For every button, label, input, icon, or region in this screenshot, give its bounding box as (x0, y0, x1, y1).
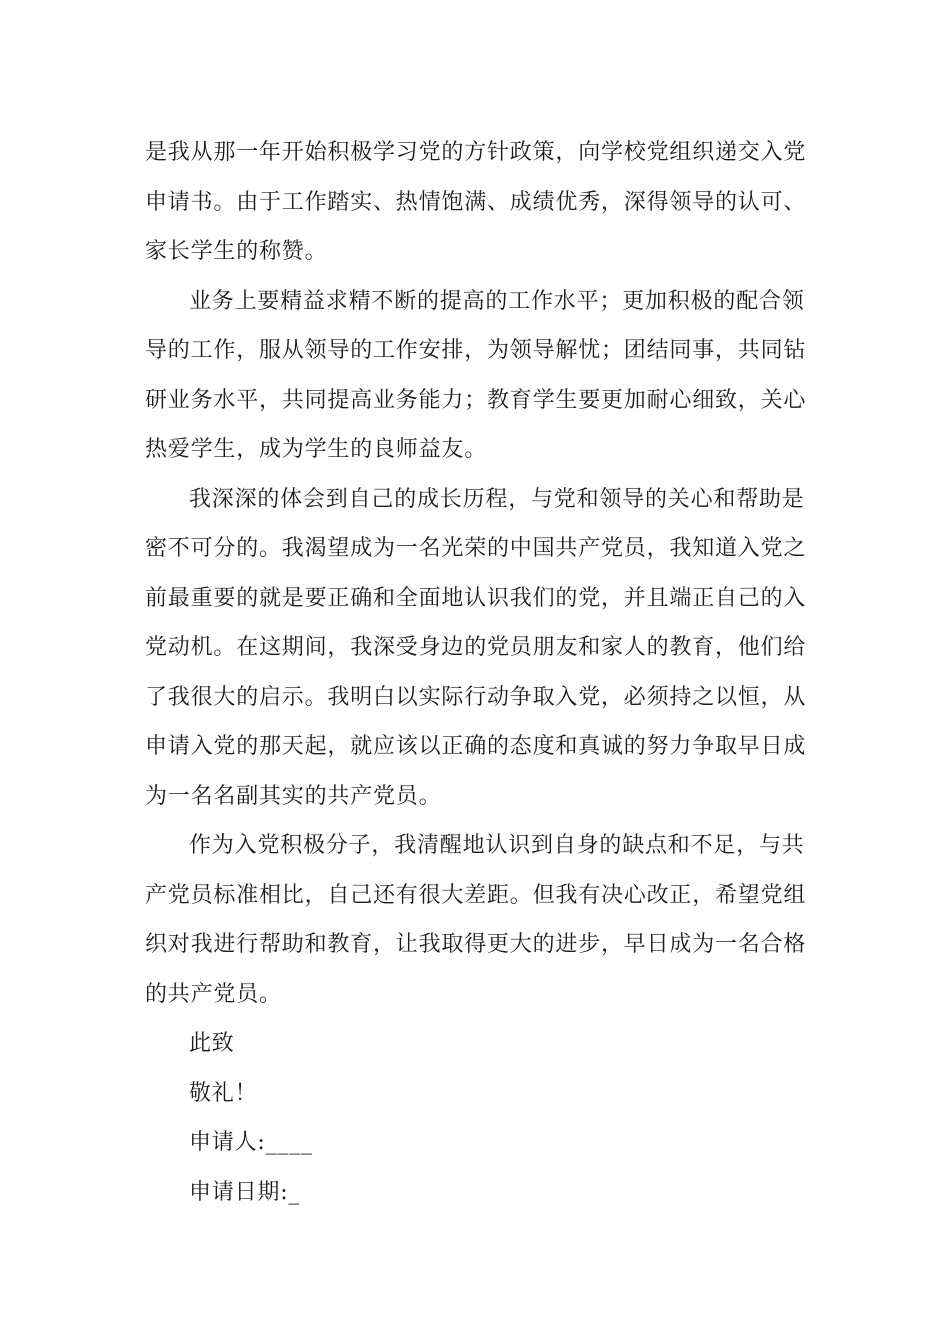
paragraph-1 (145, 128, 807, 277)
paragraph-line: 密不可分的。我渴望成为一名光荣的中国共产党员，我知道入党之 (145, 536, 807, 561)
paragraph-line: 的共产党员。 (145, 981, 282, 1007)
closing-salutation: 此致 (189, 1031, 235, 1056)
paragraph-line: 为一名名副其实的共产党员。 (145, 783, 442, 809)
paragraph-line: 党动机。在这期间，我深受身边的党员朋友和家人的教育，他们给 (145, 635, 807, 660)
application-date-line: 申请日期:_ (189, 1179, 301, 1205)
closing-respect: 敬礼！ (189, 1080, 258, 1106)
paragraph-line: 产党员标准相比，自己还有很大差距。但我有决心改正，希望党组 (145, 882, 807, 908)
paragraph-3 (145, 475, 807, 822)
applicant-signature-line: 申请人:____ (189, 1130, 313, 1155)
paragraph-4 (145, 821, 807, 1019)
paragraph-line: 申请书。由于工作踏实、热情饱满、成绩优秀，深得领导的认可、 (145, 189, 807, 215)
paragraph-line: 前最重要的就是要正确和全面地认识我们的党，并且端正自己的入 (145, 585, 807, 611)
letter-body (145, 128, 807, 1217)
paragraph-2 (145, 277, 807, 475)
paragraph-line: 热爱学生，成为学生的良师益友。 (145, 437, 488, 462)
paragraph-line: 导的工作，服从领导的工作安排，为领导解忧；团结同事，共同钻 (145, 338, 807, 363)
paragraph-line: 是我从那一年开始积极学习党的方针政策，向学校党组织递交入党 (145, 140, 807, 165)
paragraph-line: 研业务水平，共同提高业务能力；教育学生要更加耐心细致，关心 (145, 387, 807, 413)
paragraph-line: 了我很大的启示。我明白以实际行动争取入党，必须持之以恒，从 (145, 684, 807, 710)
paragraph-line: 织对我进行帮助和教育，让我取得更大的进步，早日成为一名合格 (145, 932, 807, 957)
paragraph-line: 家长学生的称赞。 (145, 239, 328, 264)
paragraph-line: 我深深的体会到自己的成长历程，与党和领导的关心和帮助是 (189, 486, 805, 512)
paragraph-line: 业务上要精益求精不断的提高的工作水平；更加积极的配合领 (189, 288, 805, 314)
paragraph-line: 申请入党的那天起，就应该以正确的态度和真诚的努力争取早日成 (145, 734, 807, 759)
paragraph-line: 作为入党积极分子，我清醒地认识到自身的缺点和不足，与共 (189, 833, 805, 858)
